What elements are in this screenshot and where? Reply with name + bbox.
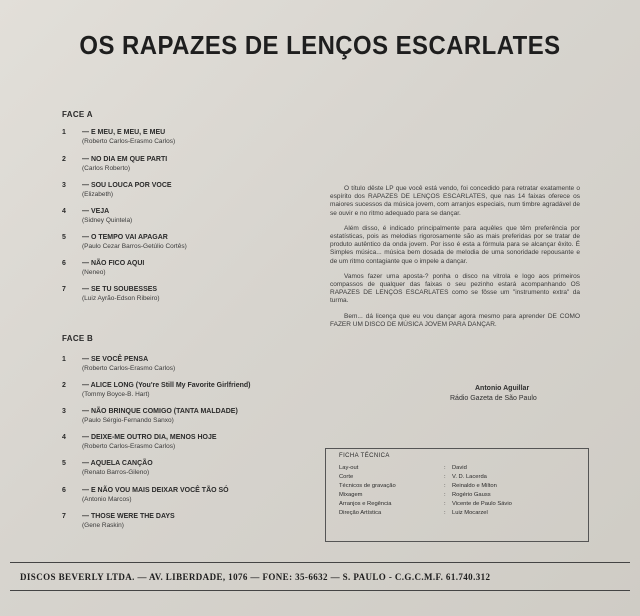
- track-number: 1: [62, 356, 66, 363]
- credit-row: Direção Artística : Luiz Mocarzel: [339, 510, 488, 516]
- track-number: 7: [62, 286, 66, 293]
- track-number: 5: [62, 234, 66, 241]
- face-a-label: FACE A: [62, 110, 93, 119]
- credits-box: [325, 448, 589, 542]
- track-b5: [62, 459, 312, 477]
- track-a6: [62, 259, 312, 277]
- signature-affiliation: Rádio Gazeta de São Paulo: [450, 395, 537, 402]
- track-a5: [62, 233, 312, 251]
- track-authors: (Luiz Ayrão-Edson Ribeiro): [82, 295, 160, 302]
- track-number: 2: [62, 156, 66, 163]
- track-b2: [62, 381, 312, 399]
- credit-value: V. D. Lacerda: [452, 474, 487, 480]
- footer-rule-bottom: [10, 590, 630, 591]
- liner-paragraph: Vamos fazer uma aposta-? ponha o disco na vitrola e logo aos primeiros compassos de qualquer das faixas o seu pezinho estará acompanhando OS RAPAZES DE LENÇOS ESCARLATES como se fôsse um "instrumento extra" da turma.: [330, 272, 580, 305]
- album-title: OS RAPAZES DE LENÇOS ESCARLATES: [79, 30, 561, 60]
- footer-rule-top: [10, 562, 630, 563]
- face-b-label: FACE B: [62, 334, 94, 343]
- track-authors: (Antonio Marcos): [82, 496, 132, 503]
- track-title: — SE VOCÊ PENSA: [82, 356, 149, 363]
- track-b1: [62, 355, 312, 373]
- track-number: 2: [62, 382, 66, 389]
- liner-paragraph: Além disso, é indicado principalmente para aquêles que têm preferência por estatísticas, pois as melodias rigorosamente são as mais preferidas por se tratar de produto autêntico da onda jovem. Por isso é esta a fórmula para se alcançar êxito. É Simples música... música bem dosada de melodia de uma sonoridade repousante e de um ritmo contagiante que o impele a dançar.: [330, 224, 580, 265]
- track-number: 5: [62, 460, 66, 467]
- track-a4: [62, 207, 312, 225]
- track-authors: (Roberto Carlos-Erasmo Carlos): [82, 443, 176, 450]
- track-title: — E NÃO VOU MAIS DEIXAR VOCÊ TÃO SÓ: [82, 487, 229, 494]
- credit-row: Corte : V. D. Lacerda: [339, 474, 487, 480]
- track-title: — DEIXE-ME OUTRO DIA, MENOS HOJE: [82, 434, 217, 441]
- liner-paragraph: O título dêste LP que você está vendo, foi concedido para retratar exatamente o espírito dos RAPAZES DE LENÇOS ESCARLATES, que nas 14 faixas oferece os maiores sucessos da música jovem, com arranjos especiais, num timbre agradável de se ouvir e no ritmo adequado para se dançar.: [330, 185, 580, 217]
- credit-role: Direção Artística: [339, 510, 382, 516]
- track-number: 4: [62, 208, 66, 215]
- track-b6: [62, 486, 312, 504]
- track-title: — E MEU, E MEU, E MEU: [82, 129, 166, 136]
- track-number: 3: [62, 182, 66, 189]
- liner-paragraph: Bem... dá licença que eu vou dançar agora mesmo para aprender DE COMO FAZER UM DISCO DE MÚSICA JOVEM PARA DANÇAR.: [330, 312, 580, 328]
- credit-role: Lay-out: [339, 465, 359, 471]
- track-number: 1: [62, 129, 66, 136]
- track-number: 3: [62, 408, 66, 415]
- track-authors: (Tommy Boyce-B. Hart): [82, 391, 150, 398]
- track-title: — THOSE WERE THE DAYS: [82, 513, 175, 520]
- track-title: — O TEMPO VAI APAGAR: [82, 234, 168, 241]
- track-title: — AQUELA CANÇÃO: [82, 460, 153, 467]
- track-a7: [62, 285, 312, 303]
- credit-row: Técnicos de gravação : Reinaldo e Milton: [339, 483, 497, 489]
- credit-role: Técnicos de gravação: [339, 483, 396, 489]
- credit-role: Corte: [339, 474, 354, 480]
- signature-name: Antonio Aguillar: [475, 385, 530, 392]
- track-authors: (Roberto Carlos-Erasmo Carlos): [82, 365, 176, 372]
- track-authors: (Neneo): [82, 269, 106, 276]
- track-title: — NO DIA EM QUE PARTI: [82, 156, 168, 163]
- credit-value: Vicente de Paulo Sávio: [452, 501, 512, 507]
- track-authors: (Paulo Cezar Barros-Getúlio Cortês): [82, 243, 187, 250]
- credit-role: Mixagem: [339, 492, 363, 498]
- track-a3: [62, 181, 312, 199]
- credit-value: Luiz Mocarzel: [452, 510, 488, 516]
- track-title: — NÃO BRINQUE COMIGO (TANTA MALDADE): [82, 408, 238, 415]
- track-title: — SOU LOUCA POR VOCE: [82, 182, 172, 189]
- credit-row: Mixagem : Rogério Gauss: [339, 492, 491, 498]
- track-authors: (Sidney Quintela): [82, 217, 133, 224]
- credit-role: Arranjos e Regência: [339, 501, 392, 507]
- track-title: — VEJA: [82, 208, 110, 215]
- track-a1: [62, 128, 312, 146]
- track-a2: [62, 155, 312, 173]
- track-title: — ALICE LONG (You're Still My Favorite Girlfriend): [82, 382, 251, 389]
- liner-notes: [330, 185, 580, 336]
- track-authors: (Gene Raskin): [82, 522, 124, 529]
- track-authors: (Carlos Roberto): [82, 165, 131, 172]
- track-authors: (Roberto Carlos-Erasmo Carlos): [82, 138, 176, 145]
- track-title: — SE TU SOUBESSES: [82, 286, 158, 293]
- track-number: 6: [62, 487, 66, 494]
- liner-signature: [450, 384, 600, 404]
- credit-value: Reinaldo e Milton: [452, 483, 497, 489]
- track-b4: [62, 433, 312, 451]
- track-authors: (Elizabeth): [82, 191, 114, 198]
- track-number: 6: [62, 260, 66, 267]
- credit-value: Rogério Gauss: [452, 492, 491, 498]
- track-authors: (Paulo Sérgio-Fernando Sanxo): [82, 417, 174, 424]
- credit-value: David: [452, 465, 467, 471]
- track-b7: [62, 512, 312, 530]
- credits-heading: FICHA TÉCNICA: [339, 453, 390, 459]
- track-b3: [62, 407, 312, 425]
- track-number: 7: [62, 513, 66, 520]
- track-number: 4: [62, 434, 66, 441]
- track-authors: (Renato Barros-Gileno): [82, 469, 150, 476]
- track-title: — NÃO FICO AQUI: [82, 260, 145, 267]
- label-footer: DISCOS BEVERLY LTDA. — AV. LIBERDADE, 1076 — FONE: 35-6632 — S. PAULO - C.G.C.M.F. 61.740.312: [20, 572, 491, 582]
- credit-row: Arranjos e Regência : Vicente de Paulo Sávio: [339, 501, 512, 507]
- credit-row: Lay-out : David: [339, 465, 467, 471]
